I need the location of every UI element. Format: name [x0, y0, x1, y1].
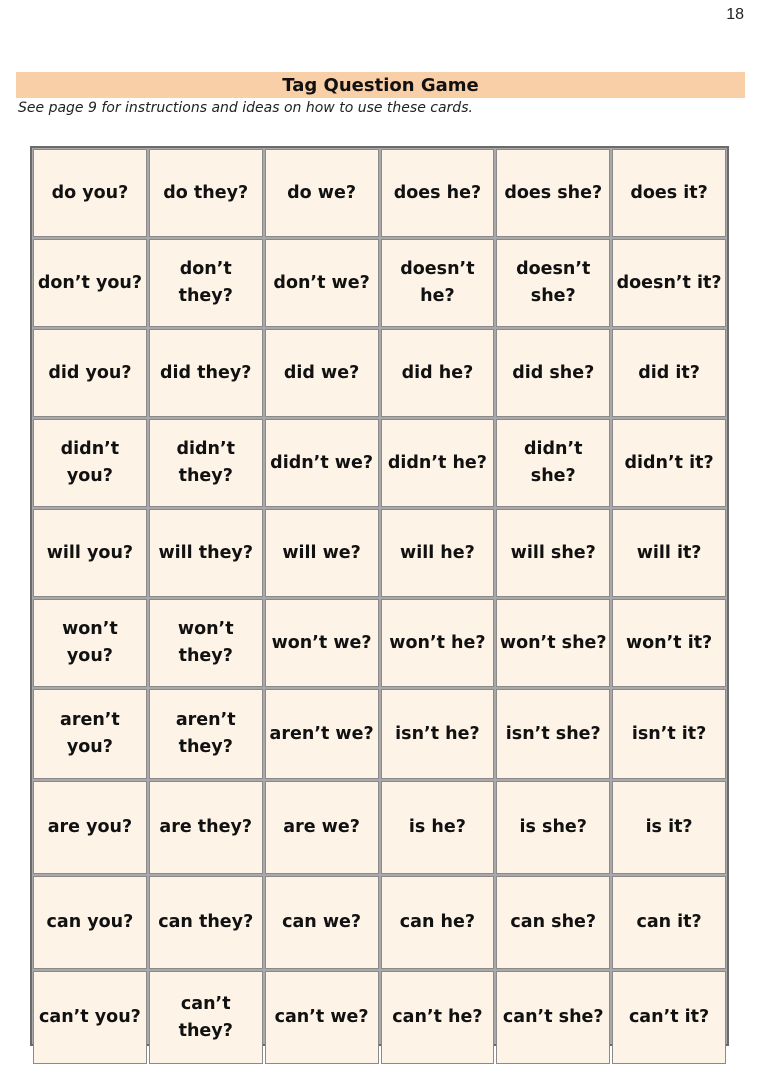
tag-question-card: didn’t we?: [265, 419, 379, 507]
tag-question-card: does she?: [496, 149, 610, 237]
tag-question-card: will they?: [149, 509, 263, 597]
tag-question-card: can it?: [612, 876, 726, 969]
tag-question-card: will you?: [33, 509, 147, 597]
tag-question-card: doesn’t she?: [496, 239, 610, 327]
tag-question-card: did we?: [265, 329, 379, 417]
tag-question-card: is he?: [381, 781, 495, 874]
tag-question-card: won’t it?: [612, 599, 726, 687]
tag-question-card: will he?: [381, 509, 495, 597]
tag-question-card: isn’t it?: [612, 689, 726, 779]
tag-question-card: can they?: [149, 876, 263, 969]
tag-question-card: will we?: [265, 509, 379, 597]
card-grid: [30, 146, 729, 1046]
page-number: 18: [726, 6, 744, 23]
tag-question-card: didn’t it?: [612, 419, 726, 507]
tag-question-card: did they?: [149, 329, 263, 417]
tag-question-card: don’t you?: [33, 239, 147, 327]
tag-question-card: aren’t they?: [149, 689, 263, 779]
tag-question-card: is she?: [496, 781, 610, 874]
tag-question-card: didn’t she?: [496, 419, 610, 507]
tag-question-card: aren’t you?: [33, 689, 147, 779]
tag-question-card: won’t they?: [149, 599, 263, 687]
tag-question-card: doesn’t it?: [612, 239, 726, 327]
tag-question-card: don’t we?: [265, 239, 379, 327]
tag-question-card: do you?: [33, 149, 147, 237]
tag-question-card: won’t he?: [381, 599, 495, 687]
tag-question-card: do we?: [265, 149, 379, 237]
tag-question-card: are you?: [33, 781, 147, 874]
tag-question-card: isn’t he?: [381, 689, 495, 779]
tag-question-card: won’t we?: [265, 599, 379, 687]
tag-question-card: can she?: [496, 876, 610, 969]
tag-question-card: does he?: [381, 149, 495, 237]
tag-question-card: did it?: [612, 329, 726, 417]
tag-question-card: can’t you?: [33, 971, 147, 1064]
tag-question-card: won’t you?: [33, 599, 147, 687]
tag-question-card: does it?: [612, 149, 726, 237]
tag-question-card: can’t they?: [149, 971, 263, 1064]
tag-question-card: didn’t he?: [381, 419, 495, 507]
tag-question-card: do they?: [149, 149, 263, 237]
tag-question-card: isn’t she?: [496, 689, 610, 779]
tag-question-card: can’t she?: [496, 971, 610, 1064]
tag-question-card: will it?: [612, 509, 726, 597]
tag-question-card: aren’t we?: [265, 689, 379, 779]
instructions-note: See page 9 for instructions and ideas on how to use these cards.: [18, 100, 473, 116]
tag-question-card: is it?: [612, 781, 726, 874]
tag-question-card: did he?: [381, 329, 495, 417]
tag-question-card: can’t we?: [265, 971, 379, 1064]
tag-question-card: won’t she?: [496, 599, 610, 687]
tag-question-card: are they?: [149, 781, 263, 874]
tag-question-card: don’t they?: [149, 239, 263, 327]
page-title: Tag Question Game: [16, 72, 745, 98]
tag-question-card: can you?: [33, 876, 147, 969]
tag-question-card: can we?: [265, 876, 379, 969]
tag-question-card: didn’t they?: [149, 419, 263, 507]
tag-question-card: are we?: [265, 781, 379, 874]
tag-question-card: doesn’t he?: [381, 239, 495, 327]
tag-question-card: will she?: [496, 509, 610, 597]
tag-question-card: did she?: [496, 329, 610, 417]
tag-question-card: didn’t you?: [33, 419, 147, 507]
tag-question-card: can’t he?: [381, 971, 495, 1064]
tag-question-card: did you?: [33, 329, 147, 417]
tag-question-card: can’t it?: [612, 971, 726, 1064]
tag-question-card: can he?: [381, 876, 495, 969]
